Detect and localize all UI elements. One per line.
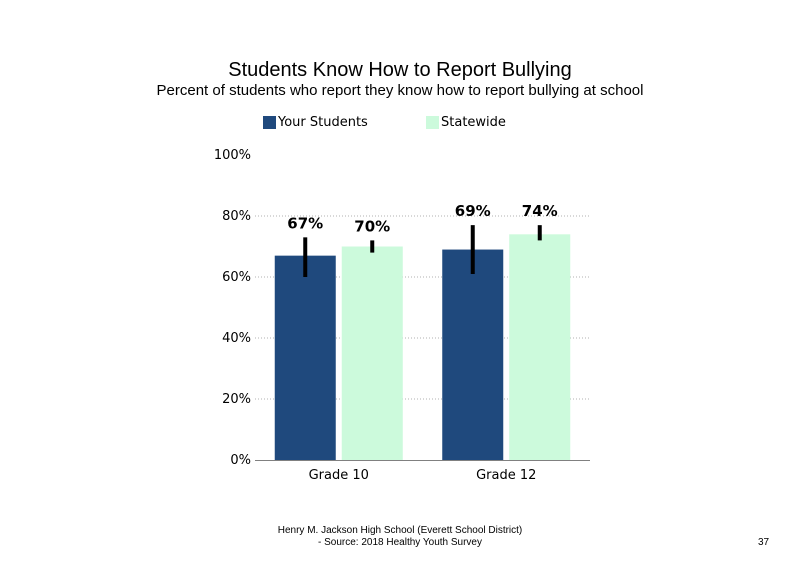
footer-school: Henry M. Jackson High School (Everett School District) [277, 525, 523, 536]
data-label: 74% [521, 202, 558, 221]
x-tick-label: Grade 10 [308, 468, 369, 483]
x-tick-label: Grade 12 [476, 468, 537, 483]
chart-title: Students Know How to Report Bullying [228, 59, 572, 81]
y-tick-label: 0% [230, 453, 251, 468]
y-tick-label: 20% [222, 392, 251, 407]
bar-your-students-grade-10 [275, 256, 336, 460]
y-tick-label: 80% [222, 209, 251, 224]
data-label: 69% [454, 202, 491, 221]
footer-source: - Source: 2018 Healthy Youth Survey [318, 537, 482, 548]
legend-label-statewide: Statewide [441, 115, 506, 130]
source-footer [210, 525, 590, 549]
bar-statewide-grade-12 [509, 234, 570, 460]
chart-subtitle: Percent of students who report they know how to report bullying at school [156, 82, 644, 99]
y-tick-label: 100% [213, 148, 251, 163]
data-label: 70% [354, 217, 391, 236]
legend-label-your-students: Your Students [278, 115, 368, 130]
page-number: 37 [758, 537, 770, 548]
y-tick-label: 40% [222, 331, 251, 346]
bar-statewide-grade-10 [342, 247, 403, 461]
bar-your-students-grade-12 [442, 250, 503, 460]
y-tick-label: 60% [222, 270, 251, 285]
data-label: 67% [287, 214, 324, 233]
